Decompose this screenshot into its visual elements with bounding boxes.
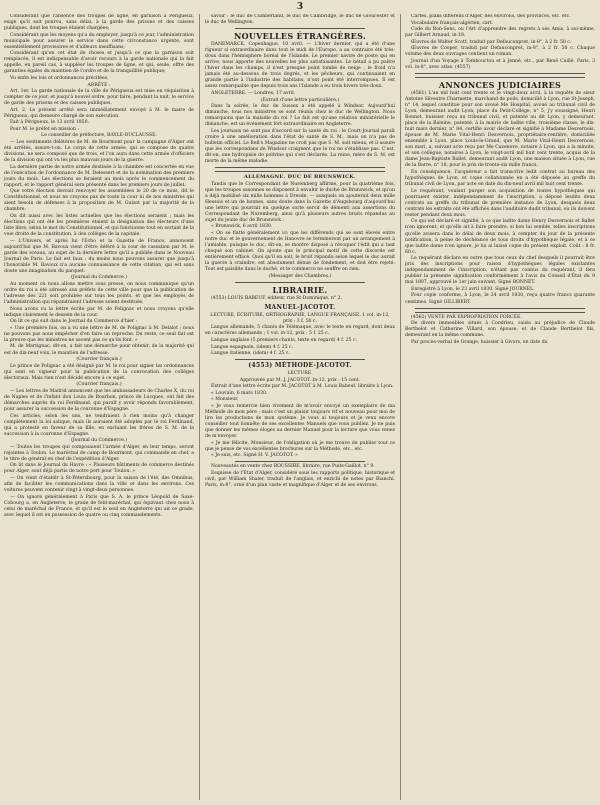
centered-line: (Journal du Commerce.) bbox=[71, 275, 127, 281]
section-separator bbox=[235, 359, 365, 360]
article-paragraph: Langue allemande, 5 chants de Télémaque, avec le texte en regard, dont deux en caractères allemands ; 1 vol. in-12, prix : 5 f. 25 c. bbox=[205, 325, 395, 337]
article-paragraph: « On se flatte généralement ici que les différends qui se sont élevés entre notre duc et le gouvernement de Hanovre se termineront par un arrangement à l'amiable, puisque le duc, dit-on, se montre disposé à révoquer l'édit qui a tant choqué son cabinet. On ajoute que le principal motif de cette discorde est entièrement effacé. Quoi qu'il en soit, le bruit répandu selon lequel le duc aurait la guerre à craindre, est absolument dénué de fondement, et doit être rejeté. Tout est paisible dans le duché, et le commerce ne souffre en rien. bbox=[205, 230, 395, 273]
centered-line: Le conseiller de préfecture, BAYLE-DUCLAUSSE. bbox=[41, 133, 157, 139]
article-paragraph: La dernière partie de notre armée destinée à la chambre est concertée en vue de l'exécution de l'ordonnance de M. Delessert et de la nomination des premiers jours du mois. Les élections se feraient au mois après le commencement du rapport, et le rapport général sera présenté dans les premiers jours de juillet. bbox=[4, 164, 194, 188]
article-paragraph: Langue italienne, (idem) 4 f. 25 c. bbox=[211, 351, 290, 357]
article-paragraph: « Je vous remercie bien vivement de m'avoir envoyé un exemplaire de ma Méthode de mon père ; mais c'est un plaisir toujours vif et nouveau pour moi de lire les productions de mon système. Je vous ai toujours et je veux encore conseiller tout honnête de ses excellentes Manuels que vous publiez. Je ne puis que donner les mêmes éloges au dernier Manuel pour la lecture que vous venez de m'envoyer. bbox=[205, 403, 395, 440]
section-heading: ANNONCES JUDICIAIRES bbox=[438, 79, 562, 90]
column-middle bbox=[205, 14, 395, 800]
article-paragraph: Œuvres de Cooper, traduit par Defauconpret, in-8°, à 2 fr. 50 c. Chaque volume des deux ouvrages contient un roman. bbox=[405, 46, 595, 58]
article-paragraph: Ce qui est déclaré et signifié, à ce que ladite dame Henry Desvernois et Ballet n'en ignorent, et qu'elle ait à faire prendre, si bon lui semble, telles inscriptions qu'elle avisera dans le délai de deux mois, à compter du jour de la présente notification, à peine de déchéance de tous droits d'hypothèque légale, et à ce que ladite dame n'en ignore, je lui ai laissé copie du présent exploit. Coût : 8 fr. 60 c. bbox=[405, 219, 595, 255]
article-paragraph: Langue anglaise (5 premiers chants, texte en regard) 4 f. 25 c. bbox=[211, 338, 358, 344]
column-rule bbox=[199, 14, 200, 800]
article-paragraph: — Les sentiments délétères de M. de Bourmont pour la campagne d'Alger ont été arrêtés, assure-t-on. Le corps de cette armée, qui se compose de quatre divisions, ne sera composé que de trois, et l'on aura dans cette armée d'officiers de la division qui ont vu les plus mauvais jours de la guerre. bbox=[4, 139, 194, 164]
article-paragraph: (4561) L'an mil huit cent trente et le vingt-deux avril, à la requête de sieur Antoine Silvestre Charmette, marchand de poils, domicilié à Lyon, rue St-Joseph, n° 14, lequel constitue pour son avoué Me Hospital, avoué au tribunal civil de Lyon, demeurant audit Lyon, place du Petit-Collège, n° 5, j'y soussigné, Henri Bonnet, huissier reçu au tribunal civil, et patenté au dit Lyon, y demeurant, place de la Baleine, patenté, à la mairie de ladite ville, troisième classe, le dix-huit mars dernier, n° 84, certifie avoir déclaré et signifié à Madame Desvernois, épouse de M. Marie Vital-Henri Desvernois, propriétaire-rentière, domiciliée ensemble à Lyon, place Louis-le-Grand, que M. Marie Vital-Henri Desvernois, son mari, a, suivant acte reçu par Me Cazenove, notaire à Lyon, qui a la minute, et son collègue, notaires à Lyon, le vingt-avril mil huit cent trente, acquis de la dame Jean-Baptiste Ballet, demeurant audit Lyon, une maison située à Lyon, rue de la Barre, n° 18, pour le prix de trente-six mille francs. bbox=[405, 90, 595, 169]
article-paragraph: Le requérant, voulant purger son acquisition de toutes hypothèques qui pourraient exister, indépendamment de l'inscription, a déposé lesdits deux contrats au greffe du tribunal de première instance de Lyon, desquels deux contrats les extraits ont été affichés dans l'auditoire dudit tribunal, où ils doivent rester pendant deux mois. bbox=[405, 188, 595, 218]
article-paragraph: Le prince de Polignac a été désigné par M. le roi pour signer les ordonnances qui sont en vigueur pour la publication de la convocation des collèges électoraux. Mais rien n'est décidé encore à ce sujet. bbox=[4, 363, 194, 381]
article-paragraph: Langue espagnole, (idem) 4 f. 25 c. bbox=[211, 344, 294, 350]
article-paragraph: Code du Bon-Sens, ou l'Art d'apprendre des regrets à ses Amis, à soi-même, par Gilbert Arnaud, in-18. bbox=[405, 27, 595, 39]
article-paragraph: — On ignore généralement à Paris que S. A. le prince Léopold de Saxe-Cobourg a, en Angleterre, le grade de feld-maréchal, qui équivaut chez nous à celui de maréchal de France, et qu'il est le seul en Angleterre qui ait ce grade, avec lequel il est en possession de quatre ou cinq commandements. bbox=[4, 494, 194, 518]
article-paragraph: « Une première fois, on a vu une lettre de M. de Polignac à M. Delalot ; nous ne pouvons pas nous empêcher d'en faire un reproche. Du reste, ce seul fait est la preuve que les ministres ne savent pas ce qu'ils font. » bbox=[4, 325, 194, 343]
centered-line: LECTURE. bbox=[287, 371, 313, 377]
article-paragraph: En conséquence, l'acquéreur a fait transcrire ledit contrat au bureau des hypothèques de Lyon, et copie collationnée en a été déposée au greffe du tribunal civil de Lyon, par acte en date du dix-neuf avril mil huit cent trente. bbox=[405, 170, 595, 188]
section-heading: LIBRAIRIE. bbox=[272, 284, 328, 295]
article-paragraph: — Les lettres de Madrid annoncent que les ambassadeurs de Charles X, du roi de Naples et de l'infant don Louis de Bourbon, prince de Lucques, ont fait des démarches auprès du roi Ferdinand, qui paraît y avoir répondu favorablement, pour assurer la succession de la couronne d'Espagne. bbox=[4, 388, 194, 412]
article-paragraph: On lit ce qui suit dans le Journal du Commerce d'hier : bbox=[10, 319, 138, 325]
article-paragraph: « Je suis, etc. Signé H. V. JACOTOT. » bbox=[211, 453, 298, 459]
column-right bbox=[405, 14, 595, 800]
centered-line: (Messager des Chambres.) bbox=[268, 273, 332, 279]
section-heading: MANUEL-JACOTOT. bbox=[264, 303, 336, 311]
centered-line: (Extrait d'une lettre particulière.) bbox=[260, 97, 340, 103]
article-paragraph: De divers immeubles situés à Condrieu, saisis au préjudice de Claude Berthelot et Catherine Villard, son épouse, et de Claude Berthelot fils, demeurant en la même commune. bbox=[405, 321, 595, 339]
article-paragraph: — Toutes les troupes qui composaient l'armée d'Alger, en leur temps, seront rejointes à Toulon. Le maréchal de camp de Bourmont, qui commande en chef, a le titre de général en chef de l'expédition d'Alger. bbox=[4, 444, 194, 462]
article-paragraph: Ces articles, selon les uns, ne tendraient à rien moins qu'à changer complètement la loi salique, mais ils auraient été adoptés par le roi Ferdinand, qui a protesté en faveur de sa fille, en excluant les frères de S. M. de la succession à la couronne d'Espagne. bbox=[4, 413, 194, 437]
article-paragraph: Pour copie conforme, à Lyon, le 24 avril 1830, reçu quatre francs quarante centimes. Signé GILLIBERT. bbox=[405, 293, 595, 305]
article-paragraph: ANGLETERRE. — Londres, 17 avril. bbox=[211, 90, 296, 96]
centered-line: (Courrier français.) bbox=[76, 382, 122, 388]
column-left bbox=[4, 14, 194, 800]
article-paragraph: Par procès-verbal de Grange, huissier à Givors, en date du bbox=[411, 339, 548, 345]
article-paragraph: On lit dans le Journal du Havre : « Plusieurs bâtiments de commerce destinés pour Alger, sont déjà partis de notre port pour Toulon. » bbox=[4, 463, 194, 475]
page-number: 3 bbox=[296, 2, 304, 12]
centered-line: ARRÊTE : bbox=[87, 82, 111, 88]
section-heading: NOUVELLES ÉTRANGÈRES. bbox=[234, 31, 366, 42]
article-paragraph: Esquisse de l'État d'Alger, considéré sous les rapports politique, historique et civil, par William Shaler, traduit de l'anglais, et enrichi de notes par Bianchi. Paris, in-8°, orné d'un plan vaste et magnifique d'Alger et de ses environs. bbox=[205, 470, 395, 488]
centered-line: LECTURE, ÉCRITURE, ORTHOGRAPHE, LANGUE FRANÇAISE, 1 vol. in-12, prix : 3 f. 50 c. bbox=[210, 312, 390, 324]
section-separator bbox=[235, 282, 365, 283]
article-paragraph: Art. 2. Le présent arrêté sera immédiatement envoyé à M. le maire de Périgueux, qui demeure chargé de son exécution. bbox=[4, 107, 194, 119]
article-paragraph: Les journaux ne sont pas d'accord sur la santé du roi : le Court-Journal paraît croire à une amélioration dans l'état de santé de S. M., mais on n'a pas de bulletin officiel. Le Bell's Magazine ne croit pas que S. M. soit mieux, et il assure que les correspondans de Windsor craignent que le roi ne s'établisse pas. C'est, dit-on, une hydropisie de poitrine qui s'est déclarée. La reine, mère de S. M. est morte de la même maladie. bbox=[205, 128, 395, 164]
article-paragraph: Œuvres de Walter Scott, traduit par Defauconpret, in-8°, à 2 fr. 50 c. bbox=[411, 39, 572, 45]
article-paragraph: Que votre élection devrait renvoyer les assemblées le 20 de ce mois, dit le Constitutionnel, et nous ne croyons pas de toute la cour ni de nos ministres qui aient besoin de défenses à la proposition de M. Guizot par la majorité de la chambre. bbox=[4, 189, 194, 213]
section-double-rule bbox=[415, 308, 585, 313]
article-paragraph: Vocabulaire français-algérien, cart. bbox=[411, 20, 494, 26]
article-paragraph: On dit aussi avec les listes actuelles que les élections seraient ; mais les élections qui ont été les premières étaient la désignation des électeurs d'une liste libre, selon le mot du Constitutionnel, et qui fonctionne tout en sortant de la voie droite de la constitution, à des collèges de la capitale. bbox=[4, 214, 194, 238]
article-paragraph: « Louvain, 6 mars 1830. bbox=[211, 390, 268, 396]
article-paragraph: Au moment où nous allons mettre sous presse, on nous communique qu'un ordre du roi a été adressé aux préfets de cette ville pour que la publication de l'adresse des 221 soit prohibée sur tous les points, et que les employés de l'administration qui répandraient l'adresse soient destitués. bbox=[4, 282, 194, 306]
section-separator bbox=[235, 28, 365, 29]
centered-line: (Journal du Commerce.) bbox=[71, 438, 127, 444]
article-paragraph: Cartes, plans différens d'Alger, des environs, des provinces, etc. etc. bbox=[411, 14, 571, 19]
article-paragraph: Nous avons vu la lettre écrite par M. de Polignac et nous croyons qu'elle indique clairement le dessein de la cour. bbox=[4, 306, 194, 318]
article-paragraph: M. de Martignac, dit-on, a fait une démarche pour obtenir, de la majorité qui est de dix-neuf voix, le maintien de l'adresse. bbox=[4, 344, 194, 356]
article-paragraph: Le requérant déclare en outre que tous ceux du chef desquels il pourrait être pris des inscriptions pour raison d'hypothèques légales existantes indépendamment de l'inscription, n'étant pas connus du requérant, il fera publier la présente signification conformément à l'avis du Conseil d'État du 9 mai 1807, approuvé le 1er juin suivant. Signé BONNET. bbox=[405, 256, 595, 286]
article-paragraph: Art. 1er. La garde nationale de la ville de Périgueux est mise en réquisition à compter de ce jour, et jusqu'à nouvel ordre, pour faire, pendant la nuit, le service de garde des prisons et des caisses publiques. bbox=[4, 89, 194, 107]
article-paragraph: Nouveautés en vente chez BOUSSIRE, libraire, rue Puits-Gaillot, n° 9. bbox=[211, 464, 375, 470]
centered-line: Approuvée par M. J. JACOTOT. In-12, prix : 15 cent. bbox=[239, 377, 361, 383]
section-double-rule bbox=[415, 73, 585, 78]
article-paragraph: Pour M. le préfet en mission : bbox=[10, 126, 80, 132]
section-heading: ALLEMAGNE. DUC DE BRUNSWICK. bbox=[244, 174, 356, 181]
article-paragraph: Tandis que le Correspondant de Nuremberg affirme, pour la quatrième fois, que les troupes saxonnes se disposent à envahir le duché de Brunswick, et qu'on a déjà mobilisé six mille hommes à Dresde, — auxquels on ajouterait deux mille Hessois et un de bonnes, sans doute dans la Gazette d'Augsbourg d'aujourd'hui une lettre qui pourrait en quelque sorte servir de démenti aux assertions du Correspondant de Nuremberg, ainsi qu'à plusieurs autres bruits répandus au sujet du jeune duc de Brunswick : bbox=[205, 181, 395, 223]
column-rule bbox=[400, 14, 401, 800]
article-paragraph: DANEMARCK. Copenhague, 10 avril. — L'hiver dernier, qui a été d'une rigueur si extraordinaire dans tout le midi de l'Europe, a au contraire été très-doux dans l'hémisphère boréal de l'Islande. Le premier navire de poste qui en arrive, nous apporte des nouvelles les plus satisfaisantes. Le bétail a pu paître l'hiver dans les champs, il n'est presque point tombé de neige ; le froid n'a jamais été au-dessous de trois degrés, et les pêcheurs, qui continuaient en grande partie à l'industrie des habitans, n'ont point été interrompues. Il est assez remarquable que depuis trois ans l'Islande a eu trois hivers très-doux. bbox=[205, 42, 395, 90]
article-paragraph: Vu enfin les lois et ordonnances précitées, bbox=[10, 75, 109, 81]
article-paragraph: Considérant que les moyens qu'a du employer, jusqu'à ce jour, l'administration municipale pour assurer le service dans cette circonstance urgente, sont essentiellement provisoires et d'ailleurs insuffisans; bbox=[4, 32, 194, 50]
article-paragraph: Considérant que l'absence des troupes de ligne, en garnison à Périgueux, exige qu'il soit pourvu, sans délai, à la garde des prisons et des caisses publiques, dont les troupes étaient chargées; bbox=[4, 14, 194, 32]
article-paragraph: Considérant qu'en cet état de choses et jusqu'à ce que la garnison soit remplacée, il est indispensable d'avoir recours à la garde nationale qui la fait appelle, en pareil cas, à suppléer les troupes de ligne, et qui, seule, offre des garanties égales du maintien de l'ordre et de la tranquillité publique; bbox=[4, 51, 194, 75]
article-paragraph: — On vient d'établir à St-Pétersbourg, pour la saison de l'été, des Omnibus, afin de faciliter les communications dans la ville et dans les environs. Ces voitures peuvent contenir vingt à vingt-deux personnes. bbox=[4, 475, 194, 494]
article-paragraph: (4553) LOUIS BABEUF, éditeur, rue St-Dominique, n° 2. bbox=[211, 295, 343, 301]
article-paragraph: « Brunswick, 6 avril 1830. bbox=[211, 224, 273, 230]
article-paragraph: Dans la soirée, le duc de Sussex a été appelé à Windsor. Aujourd'hui dimanche, tous nos ministres se sont réunis chez le duc de Wellington. Nous remarquons que la maladie du roi ? Le fait est qu'une relation ministérielle le dimanche, est un événement fort extraordinaire en Angleterre. bbox=[205, 104, 395, 128]
article-paragraph: Enregistré à Lyon, le 23 avril 1830. Signé JOURNEL. bbox=[411, 286, 535, 292]
article-paragraph: — L'Univers, et après lui l'Echo et la Gazette de France, annoncent aujourd'hui que M. Bavoux vient d'être déféré à la cour de cassation par M. le garde des sceaux, au sujet de la dernière lettre qu'il a publiée dans le Nouveau Journal de Paris. Le fait est faux : du moins nous pouvons assurer que jusqu'à l'honorable M. Bavoux n'a aucune connaissance de cette citation, qui est sans doute une imagination du parquet. bbox=[4, 238, 194, 274]
article-paragraph: Fait à Périgueux, le 13 avril 1850. bbox=[10, 120, 89, 126]
centered-line: (Courrier français.) bbox=[76, 357, 122, 363]
section-heading: (4553) MÉTHODE-JACOTOT. bbox=[248, 362, 352, 370]
article-paragraph: « Monsieur, bbox=[211, 397, 239, 403]
article-paragraph: Extrait d'une lettre écrite par M. JACOTOT à M. Louis Babeuf, libraire à Lyon. bbox=[211, 384, 394, 390]
article-paragraph: « Je me félicite, Monsieur, de l'obligation où je me trouve de publier tout ce que je pense de vos excellentes brochures sur la Méthode, etc., etc. bbox=[205, 440, 395, 452]
section-separator bbox=[235, 461, 365, 462]
article-paragraph: savoir : le duc de Cumberland, le duc de Cambridge, le duc de Gloucester et le duc de Wellington. bbox=[205, 14, 395, 26]
section-double-rule bbox=[215, 167, 385, 172]
article-paragraph: Journal d'un Voyage à Tombouctou et à Jenné, etc., par René Caillé. Paris, 3 vol. in-8°, avec atlas. (4557) bbox=[405, 58, 595, 70]
article-paragraph: (4562) VENTE PAR EXPROPRIATION FORCÉE. bbox=[411, 314, 522, 320]
